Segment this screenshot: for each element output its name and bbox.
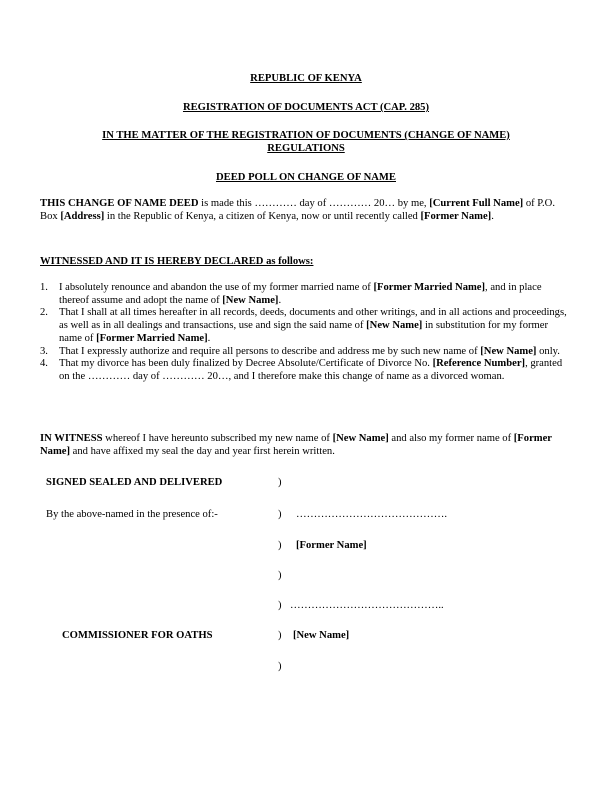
new-name-label: [New Name]: [293, 630, 350, 641]
witness-paragraph: [40, 433, 572, 458]
intro-end: .: [491, 210, 494, 222]
declarations-list: [40, 282, 572, 384]
witness-text-1: whereof I have hereunto subscribed my new name of: [102, 433, 333, 444]
declaration-text: That I expressly authorize and require all persons to describe and address me by such new name of: [59, 345, 481, 357]
intro-current-name: [Current Full Name]: [429, 198, 524, 209]
witness-text-2: and also my former name of: [388, 433, 514, 444]
former-name-label: [Former Name]: [296, 540, 367, 551]
matter-heading-line1: IN THE MATTER OF THE REGISTRATION OF DOCUMENTS (CHANGE OF NAME): [102, 130, 510, 141]
declaration-bold: [New Name]: [222, 294, 279, 306]
declaration-bold: [New Name]: [366, 320, 423, 332]
matter-heading-line2: REGULATIONS: [267, 143, 345, 154]
declaration-item: [40, 282, 572, 307]
declaration-text: in substitution for my former name of: [59, 320, 548, 344]
declaration-number: 1.: [40, 282, 48, 293]
witness-text-3: and have affixed my seal the day and year first herein written.: [70, 445, 335, 457]
commissioner-label: COMMISSIONER FOR OATHS: [62, 630, 213, 641]
declaration-number: 4.: [40, 358, 48, 370]
signature-paren: ): [278, 570, 282, 581]
declaration-text: , and in place thereof assume and adopt the name of: [59, 282, 542, 306]
witness-new-name: [New Name]: [332, 433, 389, 444]
witness-former-name: [Former Name]: [40, 433, 552, 457]
signature-paren: ): [278, 477, 282, 488]
declaration-bold: [Former Married Name]: [96, 332, 208, 344]
witness-lead: IN WITNESS: [40, 433, 103, 444]
intro-text-1: is made this ………… day of ………… 20… by me,: [198, 198, 430, 209]
declaration-item: [40, 346, 572, 359]
intro-text-2: of P.O. Box: [40, 198, 555, 222]
republic-heading: REPUBLIC OF KENYA: [250, 73, 362, 84]
intro-paragraph: [40, 198, 572, 223]
intro-text-3: in the Republic of Kenya, a citizen of Kenya, now or until recently called: [104, 210, 421, 222]
intro-lead: THIS CHANGE OF NAME DEED: [40, 198, 199, 209]
declaration-text: That my divorce has been duly finalized by Decree Absolute/Certificate of Divorce No.: [59, 358, 433, 370]
witnessed-heading: WITNESSED AND IT IS HEREBY DECLARED as follows:: [40, 256, 314, 267]
declaration-item: [40, 307, 572, 345]
declaration-item: [40, 358, 572, 383]
signature-line-1: …………………………………….: [296, 509, 447, 520]
declaration-text: I absolutely renounce and abandon the use of my former married name of: [59, 282, 374, 293]
declaration-number: 3.: [40, 345, 48, 357]
signature-paren: ): [278, 630, 282, 641]
declaration-bold: [Reference Number]: [432, 358, 526, 370]
signature-line-2: ……………………………………..: [290, 600, 444, 611]
signature-paren: ): [278, 540, 282, 551]
declaration-bold: [New Name]: [480, 345, 537, 357]
signature-paren: ): [278, 600, 282, 611]
declaration-text: That I shall at all times hereafter in all records, deeds, documents and other writings, and in all actions and proceedings, as well as in all dealings and transactions, use and sign the said name of: [59, 307, 567, 332]
declaration-number: 2.: [40, 307, 48, 319]
signature-paren: ): [278, 509, 282, 520]
signature-paren: ): [278, 661, 282, 672]
intro-address: [Address]: [60, 210, 105, 222]
declaration-text: .: [207, 332, 211, 344]
declaration-text: , granted on the ………… day of ………… 20…, and I therefore make this change of name as a divorced woman.: [59, 358, 563, 382]
declaration-bold: [Former Married Name]: [373, 282, 486, 293]
declaration-text: only.: [536, 345, 560, 357]
declaration-text: .: [278, 294, 282, 306]
act-heading: REGISTRATION OF DOCUMENTS ACT (CAP. 285): [182, 102, 430, 113]
presence-label: By the above-named in the presence of:-: [46, 509, 218, 520]
signed-sealed-label: SIGNED SEALED AND DELIVERED: [46, 477, 223, 488]
intro-former-name: [Former Name]: [420, 210, 492, 222]
deed-title: DEED POLL ON CHANGE OF NAME: [215, 172, 396, 183]
